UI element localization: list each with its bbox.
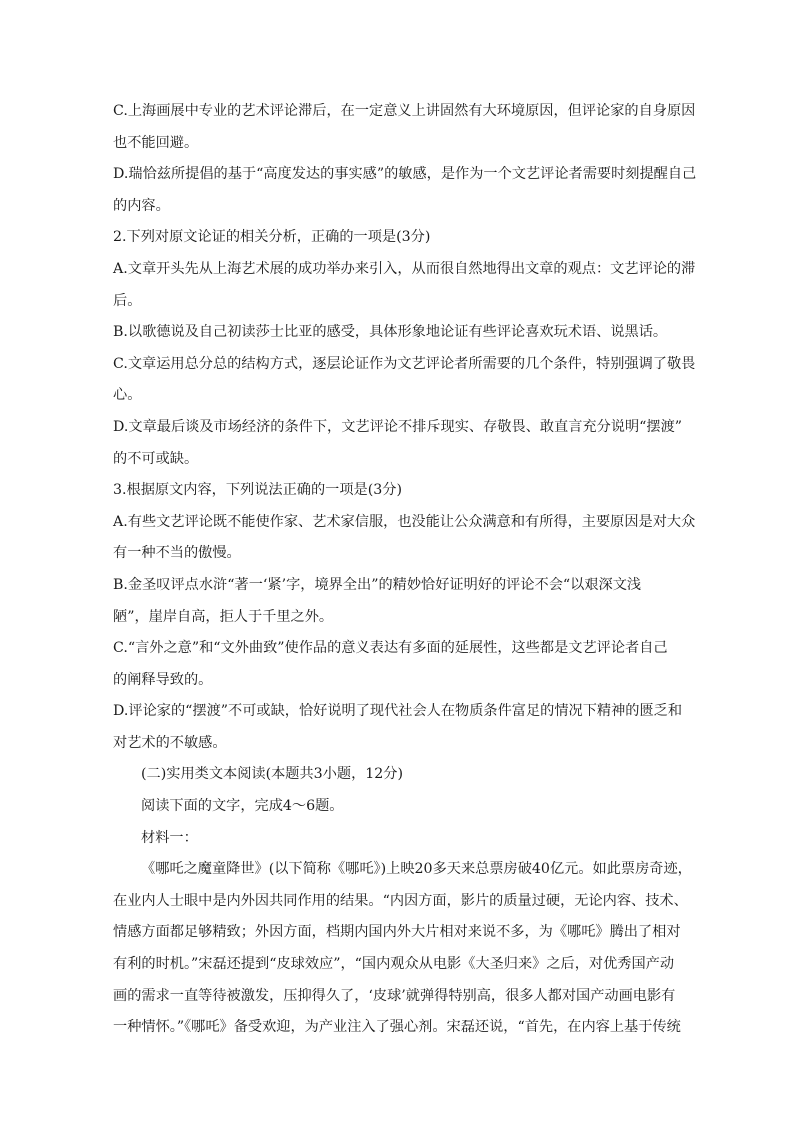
text-line: 的阐释导致的。 (113, 671, 213, 688)
text-line: 阅读下面的文字，完成4～6题。 (141, 798, 344, 815)
text-line: 有一种不当的傲慢。 (113, 545, 241, 562)
text-line: 《哪吒之魔童降世》(以下简称《哪吒》)上映20多天来总票房破40亿元。如此票房奇迹， (141, 861, 692, 878)
text-line: 在业内人士眼中是内外因共同作用的结果。“内因方面，影片的质量过硬，无论内容、技术、 (113, 892, 688, 909)
text-line: C.文章运用总分总的结构方式，逐层论证作为文艺评论者所需要的几个条件，特别强调了敬畏 (113, 355, 696, 372)
text-line: C.上海画展中专业的艺术评论滞后，在一定意义上讲固然有大环境原因，但评论家的自身原因 (113, 103, 696, 119)
document-page (113, 96, 697, 1044)
text-line: 一种情怀。”《哪吒》备受欢迎，为产业注入了强心剂。宋磊还说，“首先，在内容上基于传统 (113, 1019, 681, 1036)
text-line: 也不能回避。 (113, 134, 199, 151)
text-line: A.文章开头先从上海艺术展的成功举办来引入，从而很自然地得出文章的观点：文艺评论的滞 (113, 260, 696, 277)
text-line: D.评论家的“摆渡”不可或缺，恰好说明了现代社会人在物质条件富足的情况下精神的匮乏和 (113, 703, 683, 720)
text-line: 后。 (113, 292, 142, 309)
text-line: 材料一： (141, 829, 198, 846)
text-line: D.瑞恰兹所提倡的基于“高度发达的事实感”的敏感，是作为一个文艺评论者需要时刻提醒自己 (113, 166, 697, 183)
text-line: D.文章最后谈及市场经济的条件下，文艺评论不排斥现实、存敬畏、敢直言充分说明“摆渡” (113, 418, 683, 435)
text-line: 对艺术的不敏感。 (113, 734, 227, 751)
text-line: 陋”，崖岸自高，拒人于千里之外。 (113, 608, 334, 625)
text-line: 2.下列对原文论证的相关分析，正确的一项是(3分) (113, 229, 431, 246)
text-line: A.有些文艺评论既不能使作家、艺术家信服，也没能让公众满意和有所得，主要原因是对大众 (113, 513, 696, 530)
text-line: (二)实用类文本阅读(本题共3小题，12分) (141, 766, 404, 783)
text-line: 画的需求一直等待被激发，压抑得久了，‘皮球’就弹得特别高，很多人都对国产动画电影有 (113, 987, 676, 1004)
text-line: 的内容。 (113, 197, 170, 214)
text-line: 有利的时机。”宋磊还提到“皮球效应”，“国内观众从电影《大圣归来》之后，对优秀国产动 (113, 956, 675, 973)
text-line: 3.根据原文内容，下列说法正确的一项是(3分) (113, 482, 403, 499)
text-line: 的不可或缺。 (113, 450, 199, 467)
text-line: 情感方面都足够精致；外因方面，档期内国内外大片相对来说不多，为《哪吒》腾出了相对 (113, 924, 681, 941)
text-line: B.以歌德说及自己初读莎士比亚的感受，具体形象地论证有些评论喜欢玩术语、说黑话。 (113, 324, 668, 341)
text-line: 心。 (113, 387, 142, 404)
text-line: C.“言外之意”和“文外曲致”使作品的意义表达有多面的延展性，这些都是文艺评论者自己 (113, 640, 668, 657)
text-line: B.金圣叹评点水浒“著一‘紧’字，境界全出”的精妙恰好证明好的评论不会“以艰深文浅 (113, 576, 642, 593)
